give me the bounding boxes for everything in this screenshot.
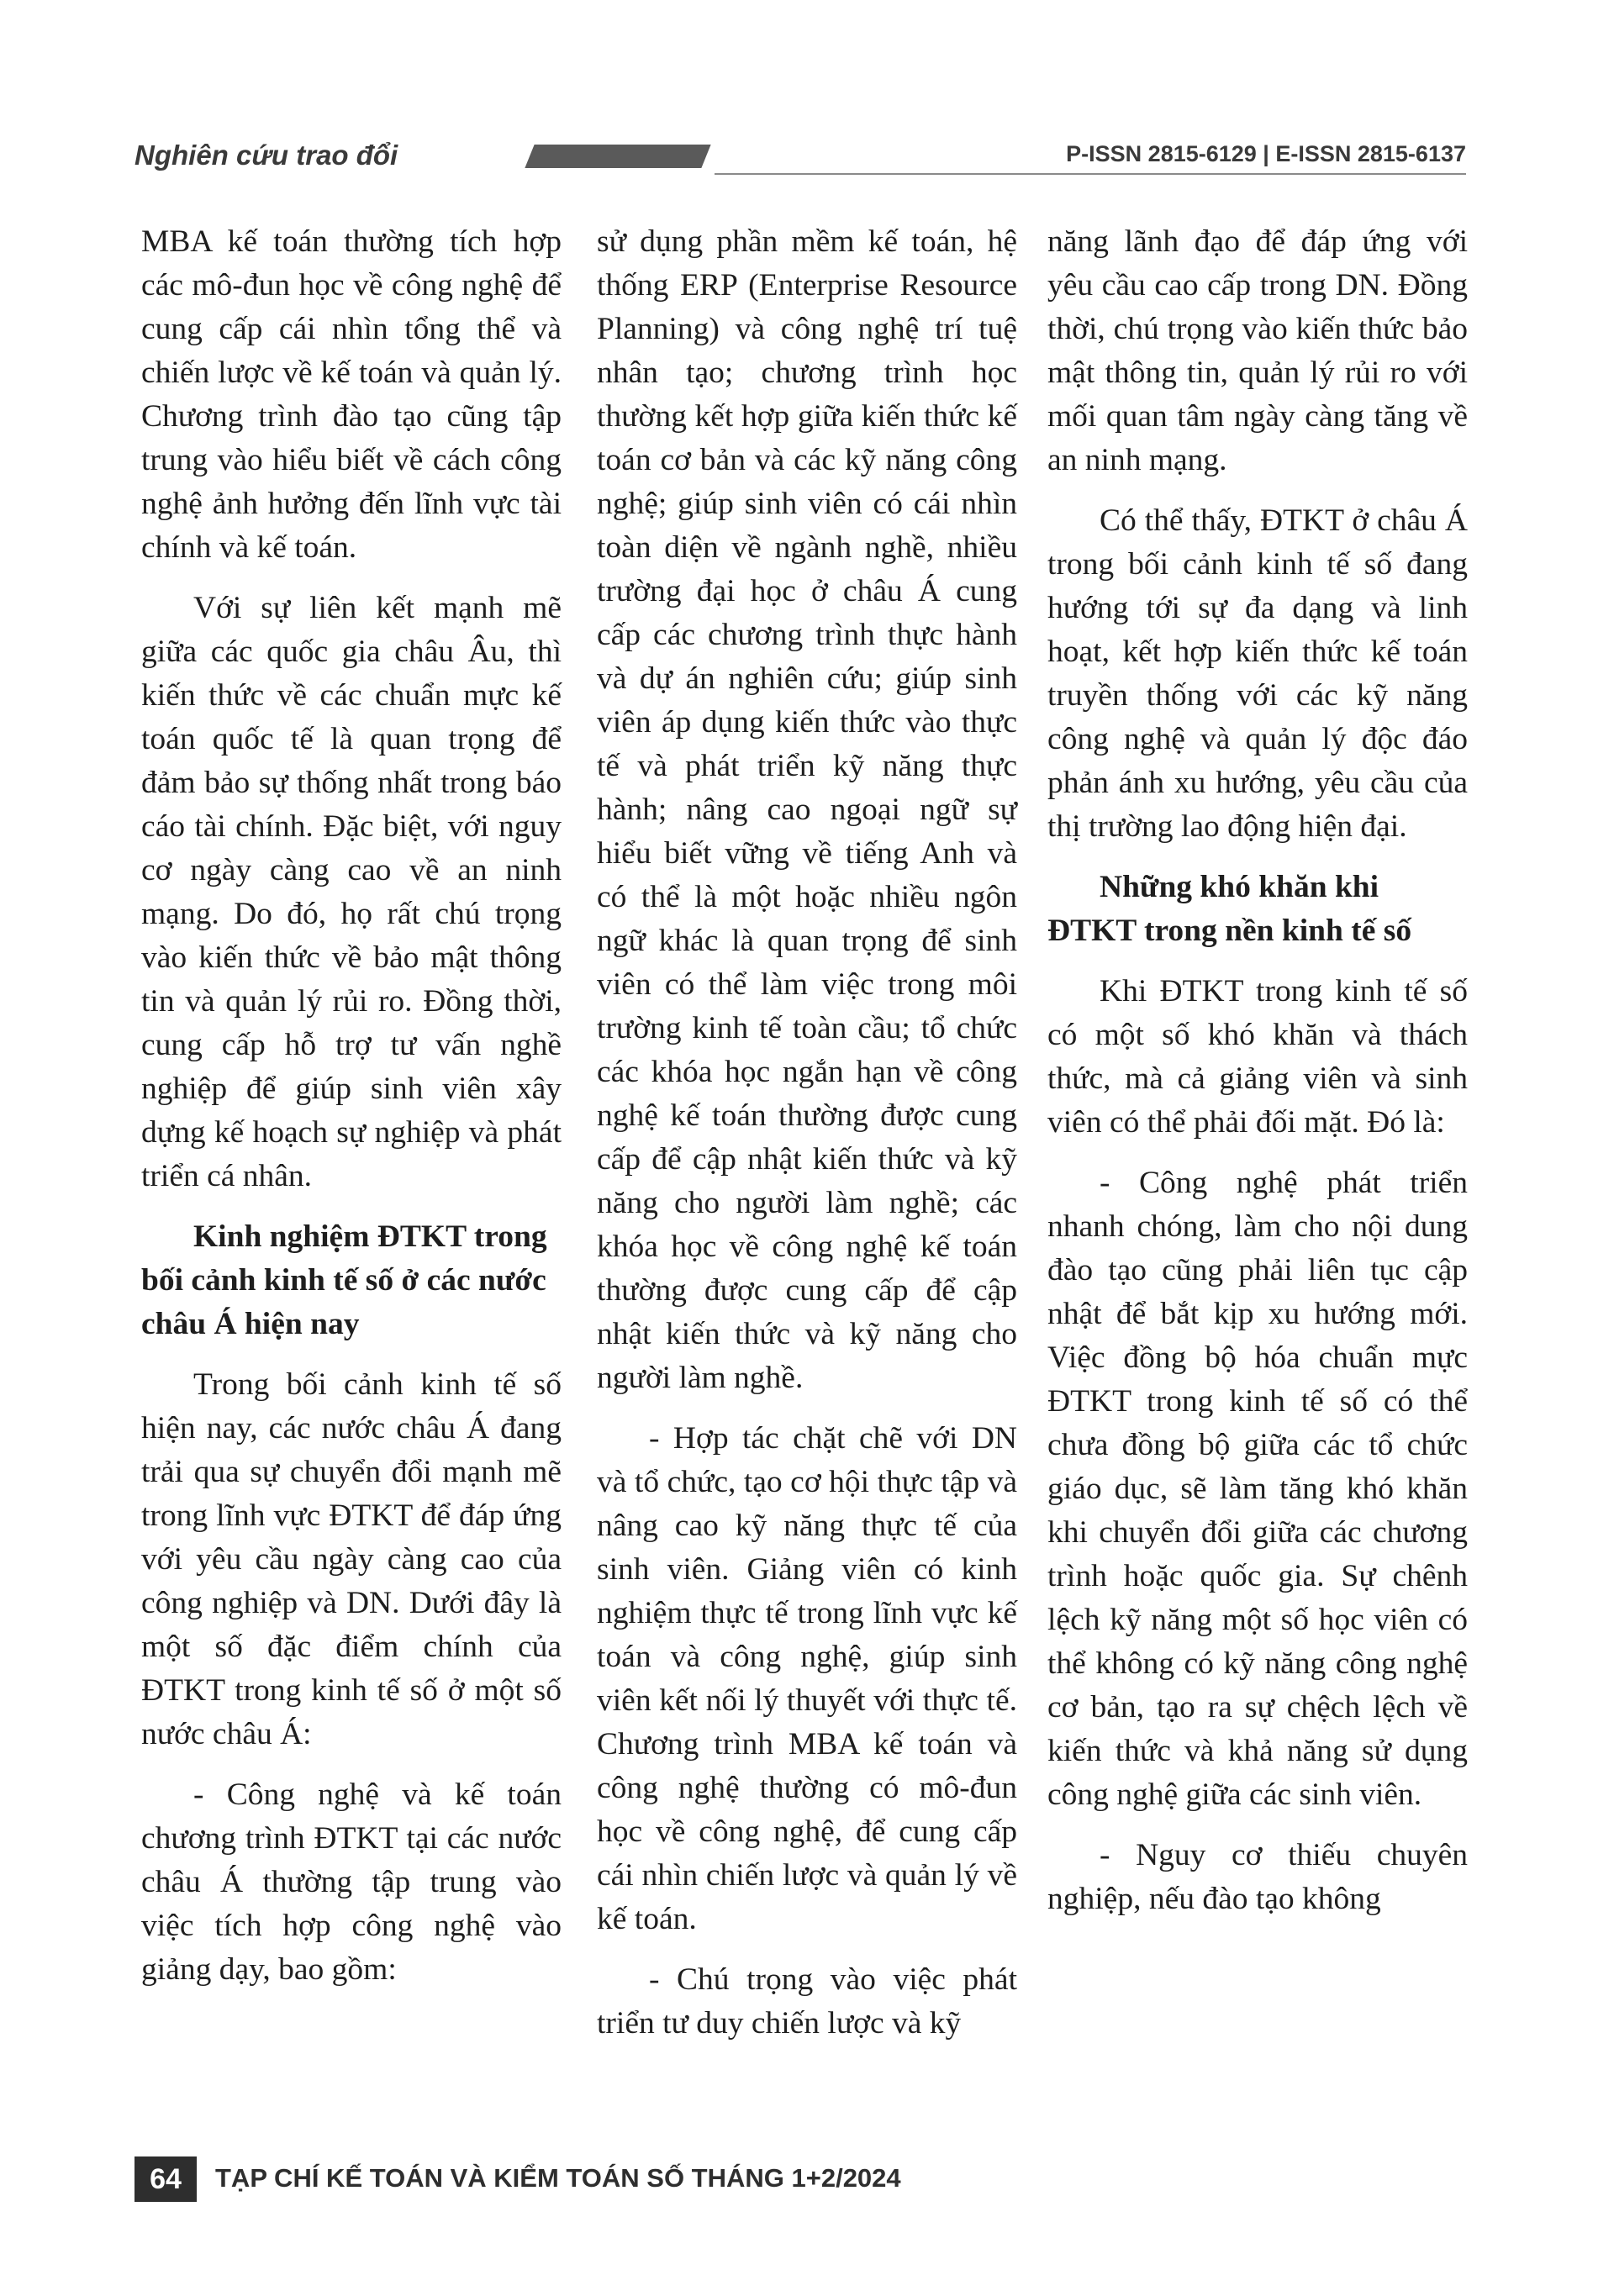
paragraph: Khi ĐTKT trong kinh tế số có một số khó khăn và thách thức, mà cả giảng viên và sinh viên có thể phải đối mặt. Đó là: — [1047, 974, 1468, 1140]
paragraph: sử dụng phần mềm kế toán, hệ thống ERP (Enterprise Resource Planning) và công nghệ trí tuệ nhân tạo; chương trình học thường kết hợp giữa kiến thức kế toán cơ bản và các kỹ năng công nghệ; giúp sinh viên có cái nhìn toàn diện về ngành nghề, nhiều trường đại học ở châu Á cung cấp các chương trình thực hành và dự án nghiên cứu; giúp sinh viên áp dụng kiến thức vào thực tế và phát triển kỹ năng thực hành; nâng cao ngoại ngữ sự hiểu biết vững về tiếng Anh và có thể là một hoặc nhiều ngôn ngữ khác là quan trọng để sinh viên có thể làm việc trong môi trường kinh tế toàn cầu; tổ chức các khóa học ngắn hạn về công nghệ kế toán thường được cung cấp để cập nhật kiến thức và kỹ năng cho người làm nghề; các khóa học về công nghệ kế toán thường được cung cấp để cập nhật kiến thức và kỹ năng cho người làm nghề. — [597, 224, 1017, 1395]
section-title: Nghiên cứu trao đổi — [134, 140, 398, 171]
header-rule — [715, 173, 1466, 175]
text-column-2 — [597, 220, 1017, 2062]
text-column-3 — [1047, 220, 1468, 1938]
issn-label: P-ISSN 2815-6129 | E-ISSN 2815-6137 — [1066, 141, 1466, 166]
paragraph: - Công nghệ phát triển nhanh chóng, làm cho nội dung đào tạo cũng phải liên tục cập nhật để bắt kịp xu hướng mới. Việc đồng bộ hóa chuẩn mực ĐTKT trong kinh tế số có thể chưa đồng bộ giữa các tổ chức giáo dục, sẽ làm tăng khó khăn khi chuyển đổi giữa các chương trình hoặc quốc gia. Sự chênh lệch kỹ năng một số học viên có thể không có kỹ năng công nghệ cơ bản, tạo ra sự chệch lệch về kiến thức và khả năng sử dụng công nghệ giữa các sinh viên. — [1047, 1166, 1468, 1812]
paragraph: - Công nghệ và kế toán chương trình ĐTKT tại các nước châu Á thường tập trung vào việc tích hợp công nghệ vào giảng dạy, bao gồm: — [141, 1777, 562, 1987]
section-heading: Kinh nghiệm ĐTKT trong bối cảnh kinh tế số ở các nước châu Á hiện nay — [141, 1219, 547, 1341]
paragraph: Có thể thấy, ĐTKT ở châu Á trong bối cảnh kinh tế số đang hướng tới sự đa dạng và linh hoạt, kết hợp kiến thức kế toán truyền thống với các kỹ năng công nghệ và quản lý độc đáo phản ánh xu hướng, yêu cầu của thị trường lao động hiện đại. — [1047, 503, 1468, 844]
header-decorative-bar — [525, 145, 710, 168]
paragraph: Trong bối cảnh kinh tế số hiện nay, các nước châu Á đang trải qua sự chuyển đổi mạnh mẽ trong lĩnh vực ĐTKT để đáp ứng với yêu cầu ngày càng cao của công nghiệp và DN. Dưới đây là một số đặc điểm chính của ĐTKT trong kinh tế số ở một số nước châu Á: — [141, 1367, 562, 1751]
text-column-1 — [141, 220, 562, 2009]
paragraph: - Nguy cơ thiếu chuyên nghiệp, nếu đào tạo không — [1047, 1838, 1468, 1916]
journal-title: TẠP CHÍ KẾ TOÁN VÀ KIỂM TOÁN SỐ THÁNG 1+2/2024 — [215, 2163, 901, 2193]
paragraph: - Hợp tác chặt chẽ với DN và tổ chức, tạo cơ hội thực tập và nâng cao kỹ năng thực tế của sinh viên. Giảng viên có kinh nghiệm thực tế trong lĩnh vực kế toán và công nghệ, giúp sinh viên kết nối lý thuyết với thực tế. Chương trình MBA kế toán và công nghệ thường có mô-đun học về công nghệ, để cung cấp cái nhìn chiến lược và quản lý về kế toán. — [597, 1421, 1017, 1936]
paragraph: năng lãnh đạo để đáp ứng với yêu cầu cao cấp trong DN. Đồng thời, chú trọng vào kiến thức bảo mật thông tin, quản lý rủi ro với mối quan tâm ngày càng tăng về an ninh mạng. — [1047, 224, 1468, 477]
running-header — [134, 133, 1466, 175]
page-number: 64 — [134, 2156, 197, 2202]
page-footer — [134, 2156, 1227, 2202]
paragraph: Với sự liên kết mạnh mẽ giữa các quốc gia châu Âu, thì kiến thức về các chuẩn mực kế toán quốc tế là quan trọng để đảm bảo sự thống nhất trong báo cáo tài chính. Đặc biệt, với nguy cơ ngày càng cao về an ninh mạng. Do đó, họ rất chú trọng vào kiến thức về bảo mật thông tin và quản lý rủi ro. Đồng thời, cung cấp hỗ trợ tư vấn nghề nghiệp để giúp sinh viên xây dựng kế hoạch sự nghiệp và phát triển cá nhân. — [141, 591, 562, 1193]
paragraph: MBA kế toán thường tích hợp các mô-đun học về công nghệ để cung cấp cái nhìn tổng thể và chiến lược về kế toán và quản lý. Chương trình đào tạo cũng tập trung vào hiểu biết về cách công nghệ ảnh hưởng đến lĩnh vực tài chính và kế toán. — [141, 224, 562, 565]
paragraph: - Chú trọng vào việc phát triển tư duy chiến lược và kỹ — [597, 1962, 1017, 2041]
section-heading: Những khó khăn khi ĐTKT trong nền kinh tế số — [1047, 870, 1412, 948]
